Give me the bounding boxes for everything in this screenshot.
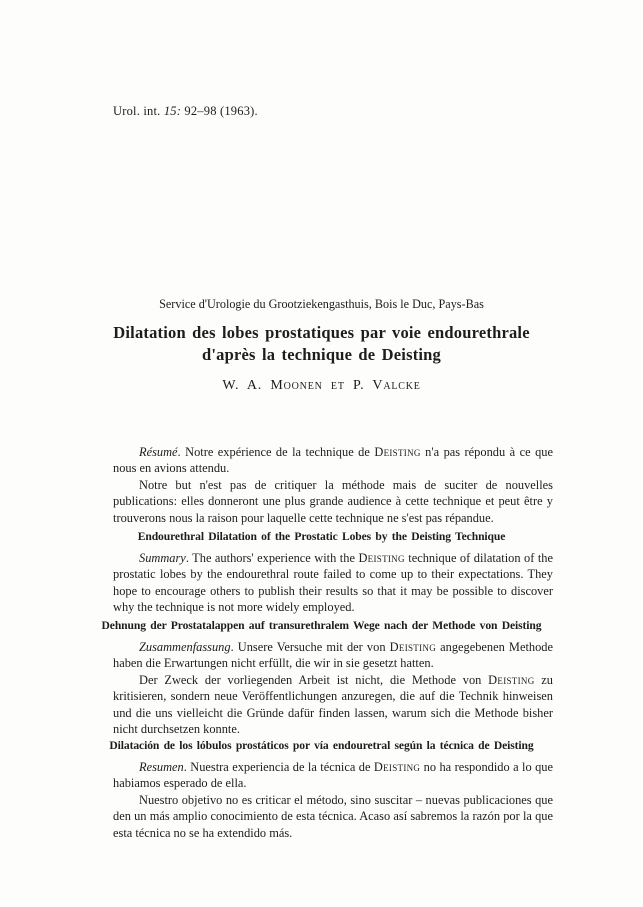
authors-line: W. A. Moonen et P. Valcke [222,378,421,393]
text-segment: Notre but n'est pas de critiquer la méthode mais de suciter de nouvelles publications: elles donneront une plus grande audience à cette technique et peut être y trouverons nous la raison pour laquelle cette technique ne s'est pas répandue. [113,477,553,525]
text-segment: Deisting [374,445,421,459]
paragraph [113,759,553,792]
article-title-line2: d'après la technique de Deisting [202,345,441,364]
abstract-french-paragraphs [113,444,553,526]
text-segment: Zusammenfassung [139,640,231,654]
text-segment: Der Zweck der vorliegenden Arbeit ist nicht, die Methode von [139,672,489,687]
text-segment: Deisting [389,640,436,654]
article-title-line1: Dilatation des lobes prostatiques par voie endourethrale [113,323,530,342]
text-segment: angegebenen Methode haben die Erwartungen nicht erfüllt, die wir in sie gesetzt hatten. [113,640,553,671]
text-segment: Deisting [358,551,405,565]
abstract-german [0,619,643,737]
paragraph [113,672,553,738]
abstract-spanish-heading: Dilatación de los lóbulos prostáticos por vía endouretral según la técnica de Deisting [109,739,534,752]
text-segment: Résumé [139,445,178,459]
journal-reference [113,104,258,119]
text-segment: zu kritisieren, sondern neue Veröffentlichungen anzuregen, die auf die Technik hinweisen und die uns vielleicht die Gründe dafür finden lassen, warum sich die Methode bisher nicht durchsetzen konnte. [113,672,553,737]
text-segment: 92–98 (1963). [181,104,258,118]
article-title [0,322,643,366]
text-segment: Urol. int. [113,104,164,118]
paragraph [113,444,553,477]
text-segment: Deisting [373,760,421,774]
text-segment: technique of dilatation of the prostatic lobes by the endourethral route failed to come up to their expectations. They hope to encourage others to publish their results so that it may be possible to discover why the technique is not more widely employed. [113,551,553,615]
abstract-french [0,444,643,526]
text-segment: . Notre expérience de la technique de [177,445,375,459]
affiliation-line: Service d'Urologie du Grootziekengasthuis, Bois le Duc, Pays-Bas [159,297,484,311]
text-segment: . Nuestra experiencia de la técnica de [183,760,374,774]
text-segment: n'a pas répondu à ce que nous en avions attendu. [113,445,553,476]
text-segment: Deisting [488,672,535,687]
abstract-english-paragraphs [113,550,553,616]
abstract-english [0,530,643,616]
paragraph [113,792,553,841]
text-segment: Resumen [139,760,184,774]
text-segment: Nuestro objetivo no es criticar el método, sino suscitar – nuevas publicaciones que den un más amplio conocimiento de esta técnica. Acaso así sabremos la razón por la que esta técnica no se ha extendido más. [113,792,553,840]
text-segment: 15: [163,104,182,118]
paragraph [113,550,553,616]
abstract-english-heading: Endourethral Dilatation of the Prostatic Lobes by the Deisting Technique [137,530,506,543]
abstract-spanish [0,739,643,841]
text-segment: . The authors' experience with the [185,551,359,565]
paragraph [113,639,553,672]
abstract-german-heading: Dehnung der Prostatalappen auf transurethralem Wege nach der Methode von Deisting [101,619,542,632]
abstract-german-paragraphs [113,639,553,737]
text-segment: Summary [139,551,186,565]
paragraph [113,477,553,526]
text-segment: . Unsere Versuche mit der von [230,640,390,654]
text-segment: no ha respondido a lo que habiamos esperado de ella. [113,760,553,791]
abstract-spanish-paragraphs [113,759,553,841]
